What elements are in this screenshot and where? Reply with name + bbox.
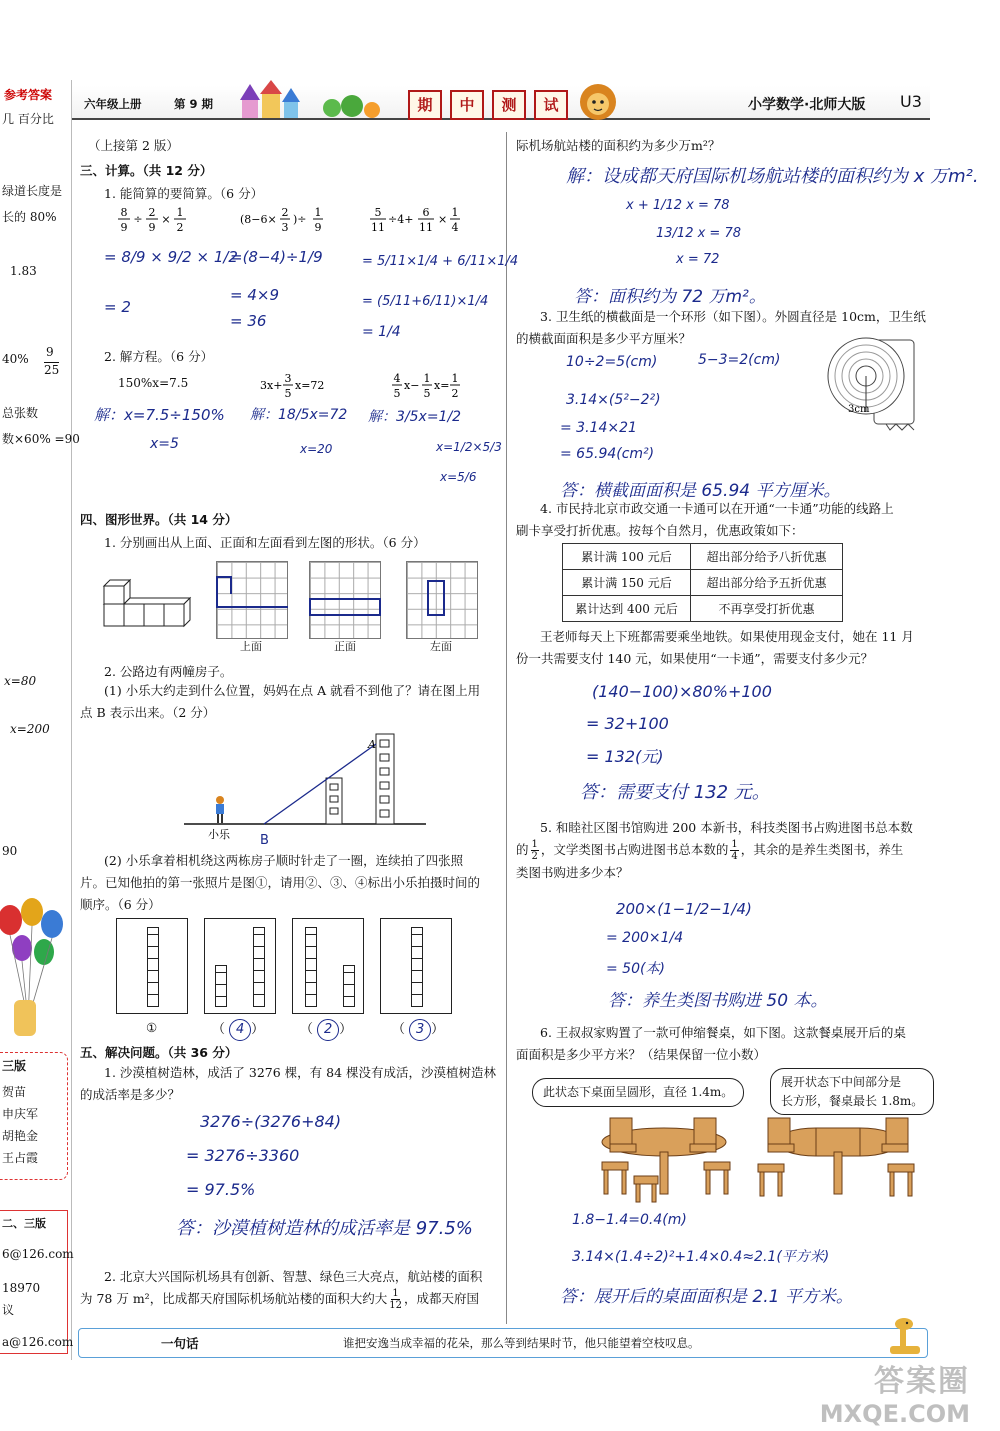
photo-answer: 2 [317, 1019, 339, 1041]
table-row [563, 544, 843, 570]
text-line: 长方形，餐桌最长 1.8m。 [781, 1093, 924, 1108]
work-line: = 1/4 [362, 324, 401, 340]
strip-line: 议 [2, 1303, 15, 1317]
work-line: x=1/2×5/3 [436, 440, 502, 454]
watermark [790, 1356, 970, 1428]
page-code: U3 [900, 92, 922, 111]
speech-bubble-round: 此状态下桌面呈圆形，直径 1.4m。 [532, 1078, 744, 1107]
text-line: (1) 小乐大约走到什么位置，妈妈在点 A 就看不到他了？请在图上用 [104, 683, 481, 698]
s4-q1-prompt: 1. 分别画出从上面、正面和左面看到左图的形状。（6 分） [104, 535, 426, 550]
strip-line: 40% [2, 352, 29, 366]
q1-prompt: 1. 能简算的要简算。（6 分） [104, 186, 264, 201]
text-line: 点 B 表示出来。（2 分） [80, 704, 216, 720]
text-line [80, 1288, 500, 1311]
strip-line: 90 [2, 844, 18, 858]
operator: × [438, 213, 448, 226]
work-line: = (5/11+6/11)×1/4 [362, 294, 489, 309]
work-line: (140−100)×80%+100 [592, 682, 772, 701]
table-row [563, 570, 843, 596]
text-line: 面面积是多少平方米？（结果保留一位小数） [516, 1046, 767, 1062]
strip-line: 1.83 [10, 264, 37, 278]
subject-label: 小学数学·北师大版 [748, 97, 866, 113]
watermark-logo: 答案圈 [874, 1364, 970, 1399]
balloons-illustration [0, 890, 72, 1040]
text-line: 片。已知他拍的第一张照片是图①，请用②、③、④标出小乐拍摄时间的 [80, 874, 481, 890]
frac-num: 1 [392, 1287, 399, 1299]
building-tall [253, 927, 265, 1007]
equation-3-svg [392, 370, 472, 402]
expr-text: x= [434, 379, 450, 392]
strip-line: x=200 [10, 722, 50, 736]
text-line: 2. 北京大兴国际机场具有创新、智慧、绿色三大亮点，航站楼的面积 [104, 1269, 483, 1284]
table-cell: 超出部分给予五折优惠 [691, 570, 843, 596]
work-line: x=5 [150, 436, 179, 452]
frac-den: 2 [176, 221, 184, 234]
fraction [531, 839, 539, 862]
text-line: 1. 沙漠植树造林，成活了 3276 棵，有 84 棵没有成活，沙漠植树造林 [104, 1065, 497, 1080]
answer-line: 答：面积约为 72 万m²。 [574, 287, 766, 307]
section5-title: 五、解决问题。（共 36 分） [80, 1045, 238, 1060]
work-line: 3.14×(1.4÷2)²+1.4×0.4≈2.1(平方米) [572, 1249, 830, 1265]
text-line: 的成活率是多少？ [80, 1086, 181, 1102]
work-line: 3276÷(3276+84) [200, 1112, 342, 1131]
strip-line: a@126.com [2, 1335, 74, 1349]
discount-table [562, 543, 843, 622]
frac-num: 1 [176, 206, 184, 219]
text-span: ，其余的是养生类图书，养生 [740, 842, 904, 858]
strip-line: 9 [46, 345, 54, 359]
previous-page-strip [0, 80, 80, 1360]
work-line: = 4×9 [230, 286, 279, 304]
s4-q2-sub2 [80, 850, 500, 916]
frac-num: 1 [451, 206, 459, 219]
houses-sightline-figure [180, 726, 430, 852]
frac-den: 3 [281, 221, 289, 234]
strip-line: 贺苗 [2, 1085, 27, 1099]
view-answer-front [309, 598, 381, 616]
photo-answer-slot [392, 1018, 444, 1041]
table-cell: 累计满 100 元后 [563, 544, 691, 570]
grade-label: 六年级上册 [84, 97, 142, 111]
expression-1 [118, 204, 214, 239]
photo-answer: 3 [409, 1019, 431, 1041]
expression-3-svg [370, 204, 470, 236]
text-line: 6. 王叔叔家购置了一款可伸缩餐桌，如下图。这款餐桌展开后的桌 [540, 1025, 906, 1040]
table-cell: 超出部分给予八折优惠 [691, 544, 843, 570]
text-span: ，文学类图书占购进图书总本数的 [540, 842, 729, 858]
person-label: 小乐 [208, 828, 230, 841]
work-line: 10÷2=5(cm) [566, 354, 658, 370]
watermark-url: MXQE.COM [819, 1400, 970, 1428]
s5-q4-text [516, 498, 936, 542]
footer-quote: 谁把安逸当成幸福的花朵，那么等到结果时节，他只能望着空枝叹息。 [343, 1336, 700, 1350]
work-line: = 50(本) [606, 961, 665, 977]
strip-line: 二、三版 [2, 1217, 46, 1230]
answer-line: 答：横截面面积是 65.94 平方厘米。 [560, 481, 841, 501]
frac-den: 5 [284, 387, 292, 400]
table-row [563, 596, 843, 622]
work-line: 解：18/5x=72 [250, 407, 348, 423]
table-cell: 累计达到 400 元后 [563, 596, 691, 622]
page-header [72, 80, 930, 126]
lion-mascot-icon [572, 80, 632, 122]
strip-line: 长的 80% [2, 210, 57, 224]
work-line: x = 72 [676, 252, 720, 267]
section4-title: 四、图形世界。（共 14 分） [80, 512, 238, 527]
frac-den: 4 [731, 850, 738, 862]
work-line: 1.8−1.4=0.4(m) [572, 1212, 687, 1228]
frac-num: 6 [422, 206, 430, 219]
text-line: 份一共需要支付 140 元，如果使用“一卡通”，需要支付多少元？ [516, 650, 874, 666]
expr-text: ÷4+ [388, 213, 414, 226]
frac-num: 8 [120, 206, 128, 219]
work-line: 解：x=7.5÷150% [94, 406, 225, 424]
expr-text: )÷ [293, 213, 307, 226]
equation-2-svg [260, 370, 344, 402]
strip-line: 绿道长度是 [2, 184, 63, 198]
text-line: (2) 小乐拿着相机绕这两栋房子顺时针走了一圈，连续拍了四张照 [104, 853, 464, 868]
s5-q2-continued: 际机场航站楼的面积约为多少万m²？ [516, 138, 721, 153]
bracket: （ [300, 1022, 318, 1037]
s4-q2-prompt: 2. 公路边有两幢房子。 [104, 664, 233, 679]
building-short [215, 965, 227, 1007]
quote-footer [78, 1328, 928, 1358]
s5-q2-text [80, 1266, 500, 1311]
expr-text: x=72 [295, 379, 325, 392]
answer-line: 答：需要支付 132 元。 [580, 782, 770, 803]
work-line: = 97.5% [186, 1180, 256, 1199]
frac-den: 2 [451, 387, 459, 400]
s4-q2-sub1 [80, 680, 500, 724]
frac-num: 2 [281, 206, 289, 219]
work-line: 解：3/5x=1/2 [368, 409, 462, 425]
work-line: 200×(1−1/2−1/4) [616, 900, 752, 918]
dimension-label: 3cm [848, 404, 870, 415]
toilet-roll-figure [824, 334, 932, 434]
frac-num: 1 [314, 206, 322, 219]
building-tall [305, 927, 317, 1007]
frac-num: 1 [731, 838, 738, 850]
equation-3 [392, 370, 472, 405]
text-line: 王老师每天上下班都需要乘坐地铁。如果使用现金支付，她在 11 月 [540, 629, 914, 644]
frac-den: 5 [393, 387, 401, 400]
photo-label: ① [146, 1020, 158, 1035]
work-line: = 5/11×1/4 + 6/11×1/4 [362, 254, 519, 269]
frac-den: 9 [148, 221, 156, 234]
title-tile: 期 [408, 90, 442, 120]
equation-1: 150%x=7.5 [118, 376, 189, 390]
answer-line: 答：展开后的桌面面积是 2.1 平方米。 [560, 1287, 853, 1307]
s5-q1-text [80, 1062, 500, 1106]
footer-label: 一句话 [161, 1336, 199, 1351]
frac-den: 11 [371, 221, 385, 234]
tables-illustration [598, 1108, 918, 1204]
title-tile: 中 [450, 90, 484, 120]
frac-den: 5 [423, 387, 431, 400]
frac-den: 9 [120, 221, 128, 234]
building-short [343, 965, 355, 1007]
text-span: ，成都天府国 [403, 1291, 479, 1307]
text-span: 的 [516, 842, 529, 858]
q2-prompt: 2. 解方程。（6 分） [104, 349, 214, 364]
work-line: = 3276÷3360 [186, 1146, 300, 1165]
frac-num: 1 [451, 372, 459, 385]
strip-line: 王占霞 [2, 1151, 39, 1165]
work-line: =(8−4)÷1/9 [230, 248, 323, 266]
building-tall [147, 927, 159, 1007]
work-line: = 36 [230, 312, 267, 330]
strip-line: 三版 [2, 1059, 27, 1073]
work-line: = 2 [104, 298, 131, 316]
photo-answer-slot [300, 1018, 352, 1041]
strip-line: 总张数 [2, 406, 39, 420]
fraction [389, 1288, 402, 1311]
strip-line: 胡艳金 [2, 1129, 39, 1143]
bracket: ） [251, 1022, 265, 1037]
column-divider [506, 132, 507, 1324]
giraffe-icon [880, 1316, 926, 1356]
bracket: ） [339, 1022, 353, 1037]
operator: ÷ [133, 213, 143, 226]
strip-line: x=80 [4, 674, 37, 688]
point-b-label: B [260, 833, 269, 848]
strip-line: 18970 [2, 1281, 41, 1295]
photo-3 [292, 918, 364, 1014]
photo-1 [116, 918, 188, 1014]
view-label: 正面 [334, 640, 356, 653]
title-tile: 试 [534, 90, 568, 120]
frac-den: 4 [451, 221, 459, 234]
contact-box [0, 1210, 74, 1354]
fraction [730, 839, 738, 862]
text-line [516, 839, 936, 862]
view-answer-top-step [216, 576, 232, 594]
table-cell: 累计满 150 元后 [563, 570, 691, 596]
frac-num: 1 [531, 838, 538, 850]
work-line: 解：设成都天府国际机场航站楼的面积约为 x 万m². [566, 166, 979, 187]
frac-num: 3 [284, 372, 292, 385]
continue-note: （上接第 2 版） [88, 138, 179, 153]
strip-line: 申庆军 [2, 1107, 39, 1121]
expression-2 [240, 204, 336, 239]
issue-label: 第 9 期 [174, 97, 214, 111]
answer-line: 答：沙漠植树造林的成活率是 97.5% [176, 1218, 473, 1239]
work-line: x=5/6 [440, 470, 477, 484]
view-label: 左面 [430, 640, 452, 653]
expr-text: (8−6× [240, 213, 277, 226]
text-line: 4. 市民持北京市政交通一卡通可以在开通“一卡通”功能的线路上 [540, 501, 894, 516]
photo-answer: 4 [229, 1019, 251, 1041]
work-line: = 200×1/4 [606, 930, 684, 946]
section3-title: 三、计算。（共 12 分） [80, 163, 213, 178]
editor-box [0, 1052, 68, 1180]
photo-answer-slot [212, 1018, 264, 1041]
point-a-label: A [368, 738, 376, 751]
s5-q6-text [516, 1022, 936, 1066]
frac-num: 2 [148, 206, 156, 219]
work-line: = 32+100 [586, 714, 669, 733]
strip-line: 数×60% =90 [2, 432, 80, 446]
strip-title: 参考答案 [4, 88, 53, 102]
work-line: = 132(元) [586, 747, 664, 766]
strip-line: 6@126.com [2, 1247, 74, 1261]
view-label: 上面 [240, 640, 262, 653]
equation-2 [260, 370, 344, 405]
bracket: （ [212, 1022, 230, 1037]
photo-2 [204, 918, 276, 1014]
work-line: = 8/9 × 9/2 × 1/2 [104, 248, 238, 266]
expression-1-svg [118, 204, 214, 236]
frac-num: 5 [374, 206, 382, 219]
text-line: 类图书购进多少本？ [516, 864, 629, 880]
expr-text: x− [404, 379, 420, 392]
bracket: （ [392, 1022, 410, 1037]
strip-line: 几 百分比 [2, 112, 54, 126]
expr-text: 3x+ [260, 379, 283, 392]
frac-num: 4 [393, 372, 401, 385]
text-line: 3. 卫生纸的横截面是一个环形（如下图）。外圆直径是 10cm，卫生纸 [540, 309, 926, 324]
answer-line: 答：养生类图书购进 50 本。 [608, 991, 828, 1011]
text-span: 为 78 万 m²，比成都天府国际机场航站楼的面积大约大 [80, 1291, 388, 1307]
work-line: 13/12 x = 78 [656, 226, 741, 241]
text-line: 展开状态下中间部分是 [781, 1075, 902, 1089]
strip-line: 25 [44, 363, 60, 377]
work-line: x=20 [300, 442, 333, 456]
bracket: ） [431, 1022, 445, 1037]
expression-2-svg [240, 204, 336, 236]
work-line: 5−3=2(cm) [698, 352, 781, 368]
table-cell: 不再享受打折优惠 [691, 596, 843, 622]
text-line: 顺序。（6 分） [80, 896, 161, 912]
s5-q4-after [516, 626, 936, 670]
building-tall [411, 927, 423, 1007]
text-line: 的横截面面积是多少平方厘米？ [516, 330, 692, 346]
text-line: 5. 和睦社区图书馆购进 200 本新书，科技类图书占购进图书总本数 [540, 820, 913, 835]
work-line: x + 1/12 x = 78 [626, 198, 730, 213]
operator: × [161, 213, 171, 226]
s5-q5-text [516, 817, 936, 884]
title-tile: 测 [492, 90, 526, 120]
expression-3 [370, 204, 470, 239]
work-line: 3.14×(5²−2²) [566, 392, 661, 408]
work-line: = 3.14×21 [560, 420, 637, 436]
frac-num: 1 [423, 372, 431, 385]
castle-illustration [222, 80, 392, 120]
frac-den: 9 [314, 221, 322, 234]
view-answer-left [427, 580, 445, 616]
photo-4 [380, 918, 452, 1014]
text-line: 刷卡享受打折优惠。按每个自然月，优惠政策如下： [516, 522, 804, 538]
frac-den: 2 [531, 850, 538, 862]
cube-stack-figure [100, 578, 202, 638]
work-line: = 65.94(cm²) [560, 446, 655, 462]
frac-den: 12 [389, 1299, 402, 1311]
frac-den: 11 [419, 221, 433, 234]
